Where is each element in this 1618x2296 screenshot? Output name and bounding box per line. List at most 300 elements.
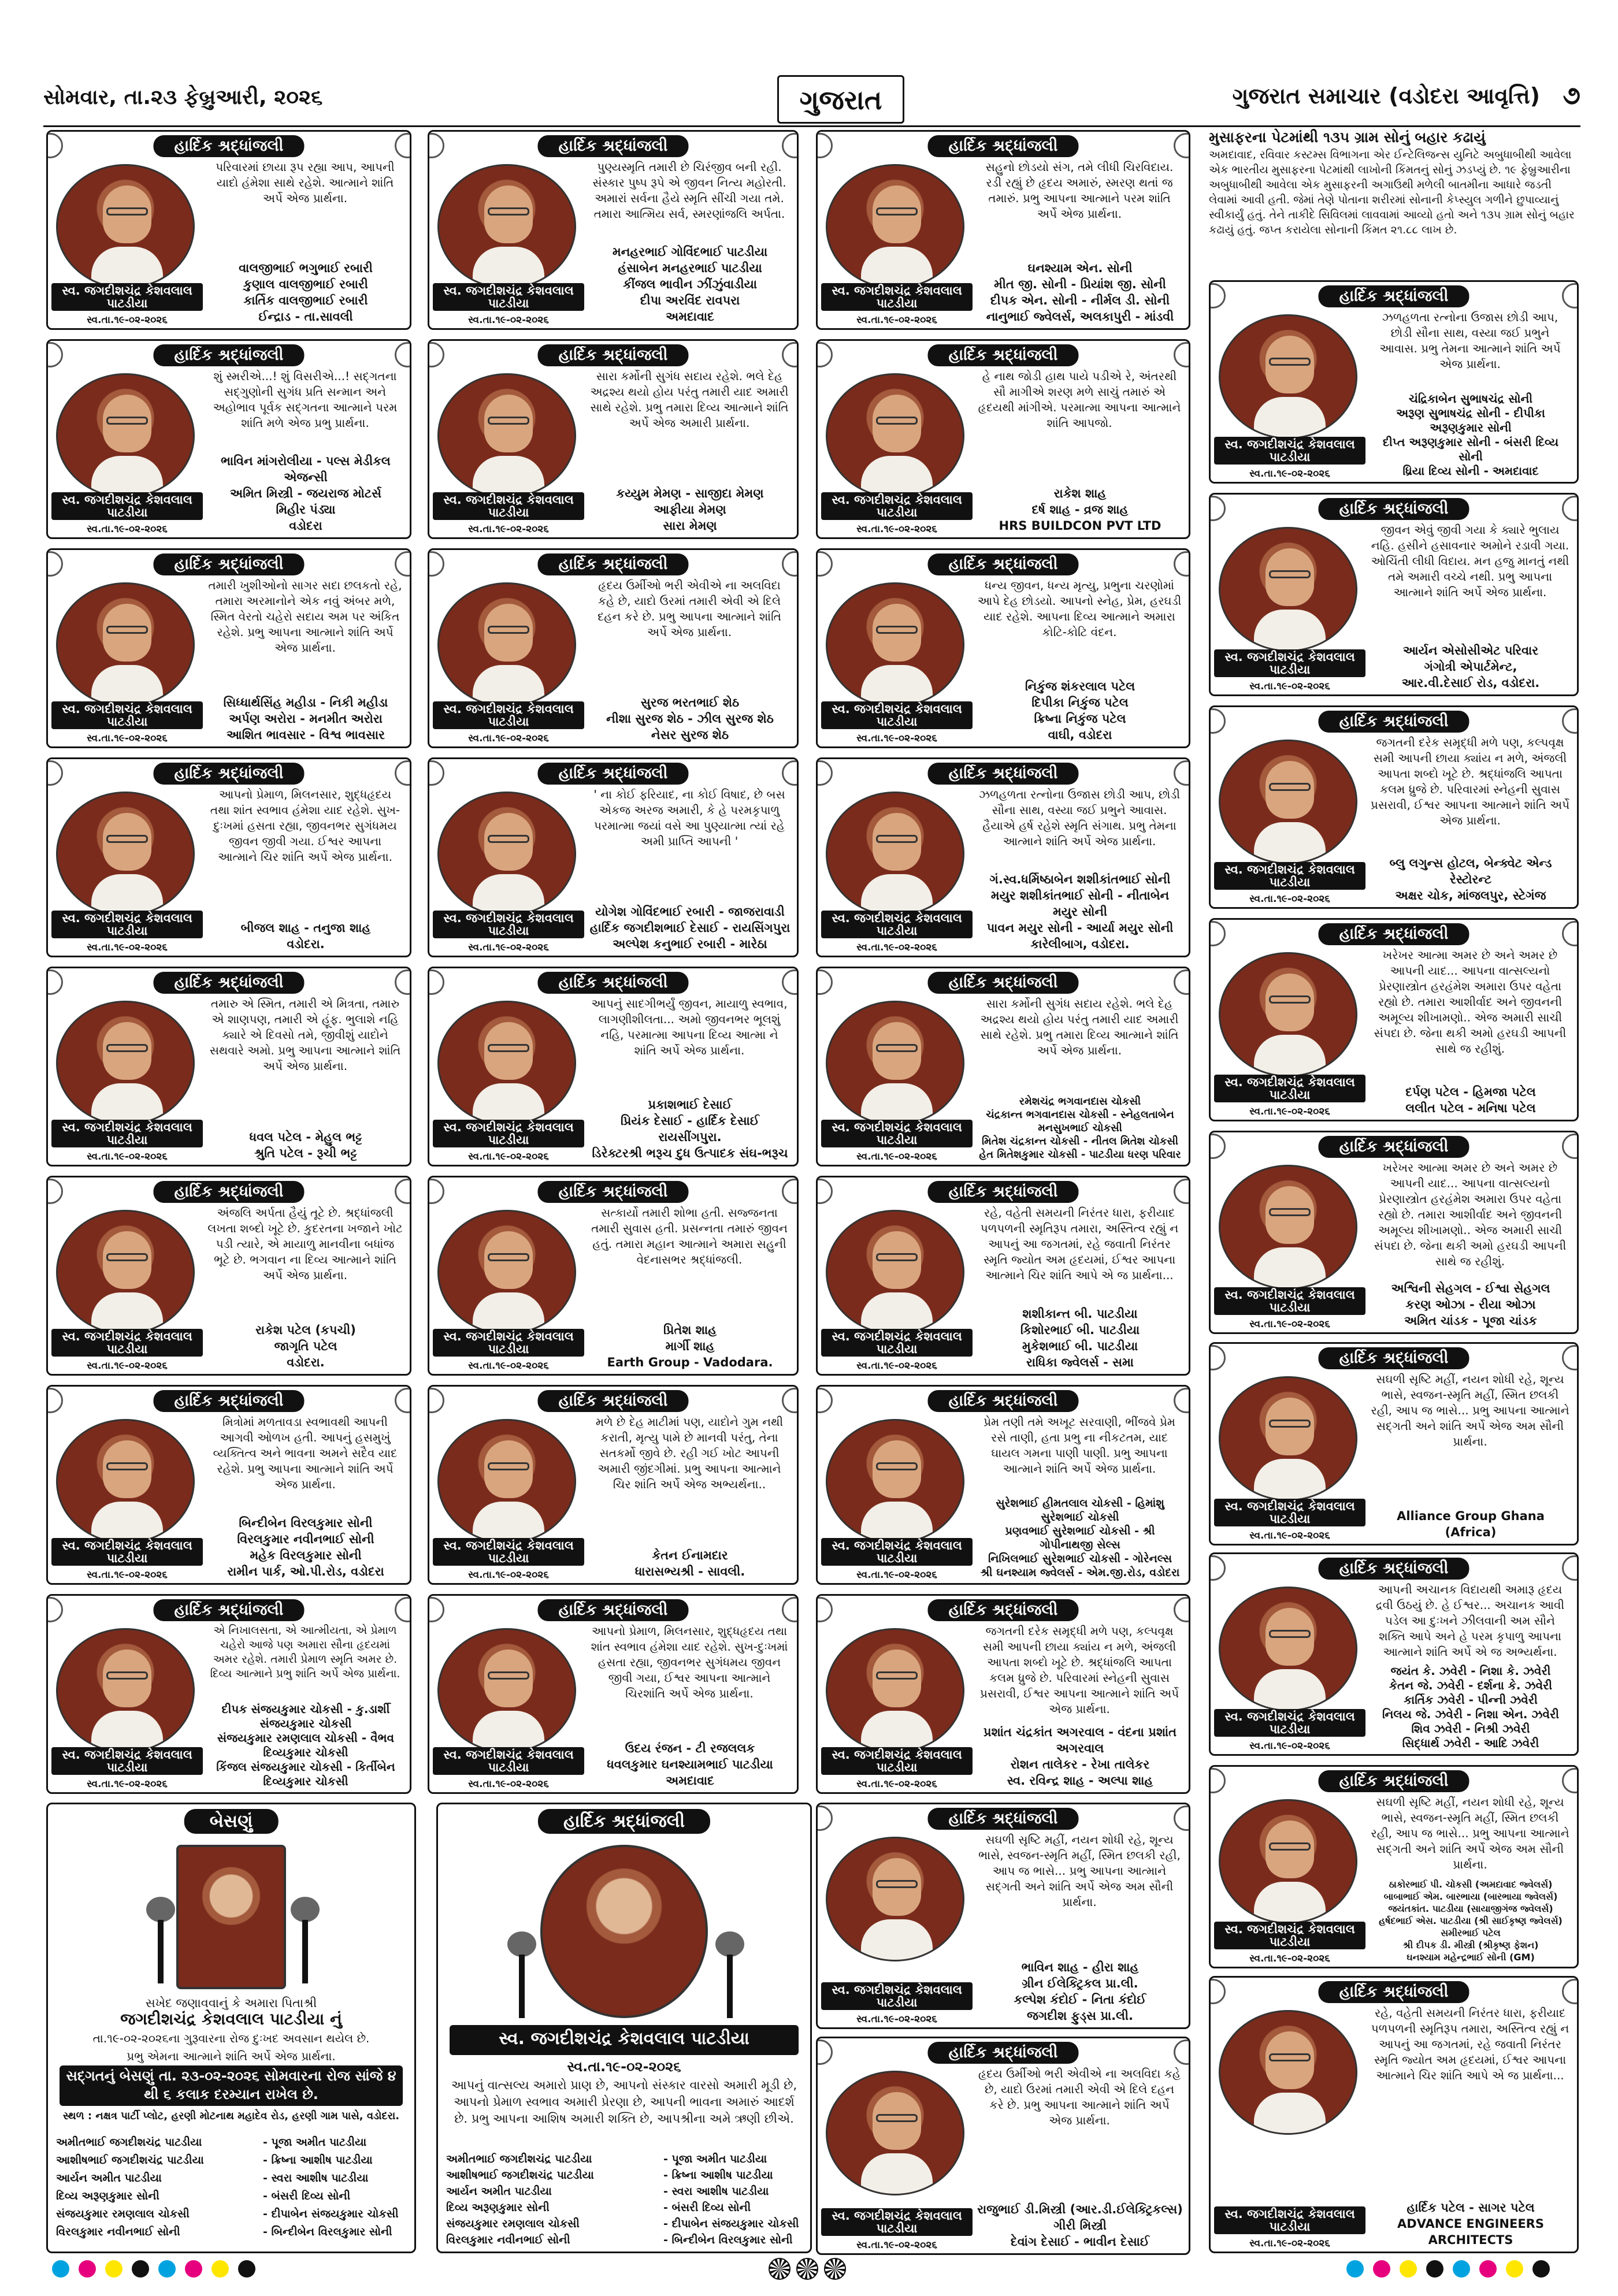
tribute-message: પુણ્યસ્મૃતિ તમારી છે ચિરંજીવ બની રહી. સંસ્કાર પુષ્પ રૂપે એ જીવન નિત્ય મહોરતી. અમારાં સર્વના હૈયે સ્મૃતિ સીંચી ગયા તમે. તમારા આત્મિય સર્વ, સ્મરણાંજલિ અર્પતા.: [592, 160, 786, 221]
tribute-signatories: ઘનશ્યામ એન. સોની મીત જી. સોની - પ્રિયાંશ જી. સોની દીપક એન. સોની - નીર્મલ ડી. સોની નાનુભાઈ જ્વેલર્સ, અલકાપુરી - માંડવી: [986, 261, 1174, 324]
tribute-signatories: મનહરભાઈ ગોવિંદભાઈ પાટડીયા હંસાબેન મનહરભાઈ પાટડીયા કીંજલ ભાવીન ઝીંઝુંવાડીયા દીપા અરવિંદ રાવપરા અમદાવાદ: [612, 245, 768, 324]
tribute-title: હાર્દિક શ્રદ્ધાંજલી: [1318, 1136, 1469, 1158]
color-dot: [1373, 2260, 1390, 2278]
death-date: સ્વ.તા.૧૯-૦૨-૨૦૨૬: [87, 1151, 168, 1162]
tribute-title: હાર્દિક શ્રદ્ધાંજલી: [537, 1390, 688, 1412]
color-dot: [79, 2260, 96, 2278]
corner-ornament-icon: [816, 1388, 833, 1413]
tribute-signatories: વાલજીભાઈ ભગુભાઈ રબારી કુણાલ વાલજીભાઈ રબારી કાર્તિક વાલજીભાઈ રબારી ઈન્દ્રાડ - તા.સાવલી: [239, 261, 373, 324]
tribute-message: સારા કર્મોની સુગંધ સદાય રહેશે. ભલે દેહ અદ્રશ્ય થયો હોય પરંતુ તમારી યાદ અમારી સાથે રહેશે. પ્રભુ તમારા દિવ્ય આત્માને શાંતિ અર્પે એજ પ્રાર્થના.: [980, 997, 1179, 1057]
corner-ornament-icon: [428, 760, 444, 786]
tribute-signatories: શશીકાન્ત બી. પાટડીયા કિશોરભાઈ બી. પાટડીયા મુકેશભાઈ બી. પાટડીયા રાધિકા જ્વેલર્સ - સમા: [1020, 1307, 1140, 1369]
tribute-title: હાર્દિક શ્રદ્ધાંજલી: [1318, 1558, 1469, 1580]
tribute-card: [428, 1176, 799, 1376]
color-dot: [158, 2260, 176, 2278]
tribute-card: [1209, 280, 1579, 484]
main-tribute-title: હાર્દિક શ્રદ્ધાંજલી: [538, 1809, 710, 1834]
tribute-signatories: જયંત કે. ઝવેરી - નિશા કે. ઝવેરી કેતન જે. ઝવેરી - દર્શના કે. ઝવેરી કાર્તિક ઝવેરી - પીન્ની ઝવેરી નિલય જે. ઝવેરી - નિશા એન. ઝવેરી શિવ ઝવેરી - નિશ્રી ઝવેરી સિદ્ધાર્થ ઝવેરી - આદિ ઝવેરી: [1382, 1664, 1560, 1750]
corner-ornament-icon: [1174, 551, 1190, 577]
page-header: [43, 75, 1580, 127]
tribute-signatories: આર્યન એસોસીએટ પરિવાર ગંગોત્રી એપાર્ટમેન્ટ, આર.વી.દેસાઈ રોડ, વડોદરા.: [1401, 644, 1540, 690]
tribute-signatories: રાકેશ પટેલ (કપચી) જાગૃતિ પટેલ વડોદરા.: [255, 1323, 356, 1369]
portrait-photo: [826, 373, 964, 498]
tribute-title: હાર્દિક શ્રદ્ધાંજલી: [1318, 1981, 1469, 2003]
news-headline: મુસાફરના પેટમાંથી ૧૩૫ ગ્રામ સોનું બહાર કઢાયું: [1209, 129, 1486, 146]
page-number: ૭: [1563, 81, 1580, 110]
deceased-name: સ્વ. જગદીશચંદ્ર કેશવલાલ પાટડીયા: [433, 1329, 584, 1357]
tribute-message: સત્કાર્યો તમારી શોભા હતી. સજ્જનતા તમારી સુવાસ હતી. પ્રસન્નતા તમારું જીવન હતું. તમારા મહાન આત્માને અમારા સહુની વેદનાસભર શ્રદ્ધાંજલી.: [591, 1206, 788, 1266]
color-dot: [1346, 2260, 1364, 2278]
portrait-photo: [826, 1001, 964, 1125]
corner-ornament-icon: [1562, 496, 1579, 521]
death-date: સ્વ.તા.૧૯-૦૨-૨૦૨૬: [856, 2239, 937, 2251]
tribute-signatories: સિધ્ધાર્થસિંહ મહીડા - નિકી મહીડા અર્પણ અરોરા - મનમીત અરોરા આશિત ભાવસાર - વિશ્વ ભાવસાર: [223, 696, 388, 742]
lamp-right-icon: [715, 1931, 744, 2018]
tribute-card: [46, 1594, 411, 1794]
tribute-signatories: અશ્વિની સેહગલ - ઈશ્વા સેહગલ કરણ ઓઝા - રીયા ઓઝા અમિત ચાંડક - પૂજા ચાંડક: [1391, 1281, 1550, 1328]
corner-ornament-icon: [428, 969, 444, 995]
deceased-name: સ્વ. જગદીશચંદ્ર કેશવલાલ પાટડીયા: [433, 492, 584, 520]
corner-ornament-icon: [428, 1597, 444, 1622]
tribute-message: સહુનો છોડયો સંગ, તમે લીધી ચિરવિદાય. રડી રહ્યું છે હૃદય અમારું, સ્મરણ થતાં જ તમારું. પ્રભુ આપના આત્માને પરમ શાંતિ અર્પે એજ પ્રાર્થના.: [985, 160, 1174, 221]
news-body: અમદાવાદ, રવિવાર કસ્ટમ્સ વિભાગના એર ઈન્ટેલિજન્સ યુનિટે અબુધાબીથી આવેલા એક ભારતીય મુસાફરના પેટમાંથી લાખોની કિંમતનું સોનું ઝડપ્યું છે. ૧૯ ફેબ્રુઆરીના અબુધાબીથી આવેલા એક મુસાફરની અગાઉથી મળેલી બાતમીના આધારે જડતી લેવામાં આવી હતી. જેમાં તેણે પોતાના શરીરમાં સોનાની કેપ્સ્યુલ ગળીને છુપાવ્યાનું સ્વીકાર્યું હતું. તેને તાકીદે સિવિલમાં લાવવામાં આવ્યો હતો અને ૧૩૫ ગ્રામ સોનું બહાર કઢાયું હતું. જપ્ત કરાયેલા સોનાની કિંમત ૨૧.૮૮ લાખ છે.: [1209, 148, 1575, 236]
portrait-photo: [437, 1419, 576, 1544]
deceased-name: સ્વ. જગદીશચંદ્ર કેશવલાલ પાટડીયા: [821, 1329, 973, 1357]
portrait-photo: [826, 1210, 964, 1335]
section-title: ગુજરાત: [777, 75, 904, 124]
tribute-card: [428, 548, 799, 748]
besnu-title: બેસણું: [184, 1809, 279, 1834]
corner-ornament-icon: [782, 1179, 799, 1204]
main-tribute-date: સ્વ.તા.૧૯-૦૨-૨૦૨૬: [567, 2059, 681, 2075]
tribute-title: હાર્દિક શ્રદ્ધાંજલી: [153, 1390, 304, 1412]
portrait-photo: [176, 1845, 286, 1989]
tribute-signatories: ગં.સ્વ.ધર્મિષ્ઠાબેન શશીકાંતભાઈ સોની મયુર શશીકાંતભાઈ સોની - નીતાબેન મયુર સોની પાવન મયુર સોની - આર્યા મયુર સોની કારેલીબાગ, વડોદરા.: [986, 872, 1174, 951]
death-date: સ્વ.તા.૧૯-૦૨-૨૦૨૬: [87, 314, 168, 326]
tribute-card: [428, 967, 799, 1166]
tribute-title: હાર્દિક શ્રદ્ધાંજલી: [537, 344, 688, 366]
deceased-name: સ્વ. જગદીશચંદ્ર કેશવલાલ પાટડીયા: [1214, 1922, 1365, 1949]
tribute-card: [46, 548, 411, 748]
corner-ornament-icon: [1562, 708, 1579, 734]
tribute-card: [816, 2037, 1190, 2255]
tribute-card: [46, 967, 411, 1166]
tribute-card: [46, 757, 411, 957]
tribute-title: હાર્દિક શ્રદ્ધાંજલી: [1318, 711, 1469, 733]
portrait-photo: [56, 1210, 195, 1335]
tribute-card: [816, 1594, 1190, 1794]
corner-ornament-icon: [1174, 760, 1190, 786]
tribute-card: [816, 1385, 1190, 1585]
corner-ornament-icon: [1209, 1768, 1226, 1793]
corner-ornament-icon: [395, 551, 411, 577]
corner-ornament-icon: [782, 969, 799, 995]
death-date: સ્વ.તા.૧૯-૦૨-૨૦૨૬: [468, 1778, 549, 1790]
portrait-photo: [56, 1628, 195, 1753]
tribute-title: હાર્દિક શ્રદ્ધાંજલી: [927, 972, 1078, 994]
tribute-message: ઝળહળતા રત્નોના ઉજાસ છોડી આપ, છોડી સૌના સાથ, વસ્યા જઈ પ્રભુને આવાસ. પ્રભુ તેમના આત્માને શાંતિ અર્પે એજ પ્રાર્થના.: [1379, 310, 1561, 371]
death-date: સ્વ.તા.૧૯-૦૨-૨૦૨૬: [1249, 681, 1330, 692]
tribute-title: હાર્દિક શ્રદ્ધાંજલી: [927, 344, 1078, 366]
corner-ornament-icon: [428, 551, 444, 577]
tribute-card: [46, 1385, 411, 1585]
corner-ornament-icon: [1174, 133, 1190, 158]
corner-ornament-icon: [428, 1388, 444, 1413]
tribute-signatories: ભાવિન માંગરોલીયા - પલ્સ મેડીકલ એજન્સી અમિત મિસ્ત્રી - જયરાજ મોટર્સ મિહીર પંડ્યા વડોદરા: [221, 454, 391, 533]
tribute-card: [428, 1385, 799, 1585]
tribute-signatories: ઠાકોરભાઈ પી. ચોકસી (અમદાવાદ જ્વેલર્સ) બાબાભાઈ એમ. બારભાયા (બારભાયા જ્વેલર્સ) જયંતકાંત. પાટડીયા (સાયાજીગંજ જ્વેલર્સ) હર્ષદભાઈ એસ. પાટડીયા (શ્રી સાઈકૃષ્ણ જ્વેલર્સ) સમીરભાઈ પટેલ શ્રી દીપક ડી. મીસ્ત્રી (શ્રીકૃષ્ણ ફેશન) ઘનશ્યામ મહેન્દ્રભાઈ સોની (GM): [1379, 1879, 1563, 1963]
tribute-title: હાર્દિક શ્રદ્ધાંજલી: [1318, 1770, 1469, 1792]
death-date: સ્વ.તા.૧૯-૦૨-૨૦૨૬: [856, 523, 937, 535]
deceased-name: સ્વ. જગદીશચંદ્ર કેશવલાલ પાટડીયા: [821, 1120, 973, 1147]
death-date: સ્વ.તા.૧૯-૦૨-૨૦૨૬: [468, 523, 549, 535]
tribute-message: જગતની દરેક સમૃદ્ધી મળે પણ, કલ્પવૃક્ષ સમી આપની છાયા ક્યાંય ન મળે, અંજલી આપતા શબ્દો ખૂટે છે. શ્રદ્ધાંજલિ આપતા કલમ ધ્રુજે છે. પરિવારમાં સ્નેહની સુવાસ પ્રસરાવી, ઈશ્વર આપના આત્માને શાંતિ અર્પે એજ પ્રાર્થના.: [1370, 735, 1570, 827]
corner-ornament-icon: [1174, 342, 1190, 367]
tribute-message: સઘળી સૃષ્ટિ મહીં, નયન શોધી રહે, શૂન્ય ભાસે, સ્વજન-સ્મૃતિ મહીં, સ્મિત છલકી રહી, આપ જ ભાસે... પ્રભુ આપના આત્માને સદ્‌ગતી અને શાંતિ અર્પે એજ અમ સૌની પ્રાર્થના.: [1371, 1795, 1569, 1871]
corner-ornament-icon: [46, 1388, 63, 1413]
tribute-message: ' ના કોઈ ફરિયાદ, ના કોઈ વિષાદ, છે બસ એકજ અરજ અમારી, કે હે પરમકૃપાળુ પરમાત્મા જયાં વસે આ પુણ્યાત્મા ત્યાં રહે અમી પ્રાપ્તિ આપની ': [593, 787, 785, 848]
corner-ornament-icon: [1562, 283, 1579, 309]
main-tribute-name: સ્વ. જગદીશચંદ્ર કેશવલાલ પાટડીયા: [450, 2025, 799, 2055]
besnu-line1: તા.૧૯-૦૨-૨૦૨૬ના ગુરૂવારના રોજ દુઃખદ અવસાન થયેલ છે.: [92, 2031, 370, 2045]
color-dot: [185, 2260, 202, 2278]
corner-ornament-icon: [816, 1597, 833, 1622]
tribute-signatories: રાજુભાઈ ડી.મિસ્ત્રી (આર.ડી.ઈલેક્ટ્રિકલ્સ) ગીરી મિસ્ત્રી દેવાંગ દેસાઈ - ભાવીન દેસાઈ: [977, 2202, 1183, 2249]
color-dot: [211, 2260, 229, 2278]
tribute-card: [816, 1803, 1190, 2029]
tribute-signatories: બીજલ શાહ - તનુજા શાહ વડોદરા.: [240, 921, 371, 951]
tribute-message: આપનું સાદગીભર્યું જીવન, માયાળુ સ્વભાવ, લાગણીશીલતા... અમો જીવનભર ભૂલશું નહિ, પરમાત્મા આપના દિવ્ય આત્મા ને શાંતિ અર્પે એજ પ્રાર્થના.: [591, 997, 788, 1057]
corner-ornament-icon: [1209, 708, 1226, 734]
death-date: સ્વ.તા.૧૯-૦૨-૨૦૨૬: [468, 1360, 549, 1372]
portrait-photo: [437, 1210, 576, 1335]
corner-ornament-icon: [1174, 1805, 1190, 1831]
tribute-message: તમારુ એ સ્મિત, તમારી એ મિત્રતા, તમારુ એ શાણપણ, તમારી એ હૂંફ. ભુલાશે નહિ ક્યારે એ દિવસો તમે, જીવીશું યાદોને સથવારે અમો. પ્રભુ આપના આત્માને શાંતિ અર્પે એજ પ્રાર્થના.: [209, 997, 401, 1073]
corner-ornament-icon: [395, 342, 411, 367]
tribute-title: હાર્દિક શ્રદ્ધાંજલી: [153, 763, 304, 785]
tribute-message: પ્રેમ તણી તમે અખૂટ સરવાણી, ભીંજવે પ્રેમ રસે તાણી, હતા પ્રભુ ના નીકટતમ, યાદ ઘાયલ ગમના પાણી પાણી. પ્રભુ આપના આત્માને શાંતિ અર્પે એજ પ્રાર્થના.: [984, 1415, 1175, 1476]
deceased-name: સ્વ. જગદીશચંદ્ર કેશવલાલ પાટડીયા: [1214, 1287, 1365, 1315]
main-family-right: - પૂજા અમીત પાટડીયા - ક્રિષ્ના આશીષ પાટડીયા - સ્વરા આશીષ પાટડીયા - બંસરી દિવ્ય સોની - દીપાબેન સંજયકુમાર ચોકસી - બિન્દીબેન વિરલકુમાર સોની: [663, 2153, 799, 2246]
main-tribute-text: આપનું વાત્સલ્ય અમારો પ્રાણ છે, આપનો સંસ્કાર વારસો અમારી મૂડી છે, આપનો પ્રેમાળ સ્વભાવ અમારી પ્રેરણા છે, આપની ભાવના અમારું આદર્શ છે. પ્રભુ આપના આશિષ અમારી શક્તિ છે, આપશ્રીના અમે ઋણી છીએ.: [451, 2078, 797, 2126]
death-date: સ્વ.તા.૧૯-૦૨-૨૦૨૬: [468, 942, 549, 953]
corner-ornament-icon: [816, 133, 833, 158]
portrait-photo: [1219, 2010, 1357, 2135]
deceased-name: સ્વ. જગદીશચંદ્ર કેશવલાલ પાટડીયા: [51, 911, 203, 938]
corner-ornament-icon: [816, 2039, 833, 2065]
corner-ornament-icon: [782, 1388, 799, 1413]
corner-ornament-icon: [1562, 1768, 1579, 1793]
tribute-message: રહે, વહેતી સમયની નિરંતર ધારા, ફરીયાદ પળપળની સ્મૃતિરૂપ તમારા, અસ્તિત્વ રહ્યું ન આપનું આ જગતમાં, રહે જવાતી નિરંતર સ્મૃતિ જ્યોત અમ હૃદયમાં, ઈશ્વર આપના આત્માને ચિર શાંતિ આપે એ જ પ્રાર્થના...: [1371, 2006, 1569, 2082]
corner-ornament-icon: [395, 969, 411, 995]
corner-ornament-icon: [816, 760, 833, 786]
besnu-family-right: - પૂજા અમીત પાટડીયા - ક્રિષ્ના આશીષ પાટડીયા - સ્વરા આશીષ પાટડીયા - બંસરી દિવ્ય સોની - દીપાબેન સંજયકુમાર ચોકસી - બિન્દીબેન વિરલકુમાર સોની: [263, 2136, 399, 2238]
tribute-message: જગતની દરેક સમૃદ્ધી મળે પણ, કલ્પવૃક્ષ સમી આપની છાયા ક્યાંય ન મળે, અંજલી આપતા શબ્દો ખૂટે છે. શ્રદ્ધાંજલિ આપતા કલમ ધ્રુજે છે. પરિવારમાં સ્નેહની સુવાસ પ્રસરાવી, ઈશ્વર આપના આત્માને શાંતિ અર્પે એજ પ્રાર્થના.: [979, 1624, 1179, 1716]
deceased-name: સ્વ. જગદીશચંદ્ર કેશવલાલ પાટડીયા: [51, 1538, 203, 1566]
tribute-card: [816, 130, 1190, 330]
corner-ornament-icon: [46, 551, 63, 577]
tribute-title: હાર્દિક શ્રદ્ધાંજલી: [153, 344, 304, 366]
death-date: સ્વ.તા.૧૯-૦૨-૨૦૨૬: [87, 733, 168, 744]
tribute-card: [1209, 918, 1579, 1121]
corner-ornament-icon: [1562, 1134, 1579, 1159]
corner-ornament-icon: [1562, 1345, 1579, 1370]
tribute-title: હાર્દિક શ્રદ્ધાંજલી: [1318, 923, 1469, 945]
tribute-card: [816, 757, 1190, 957]
color-bar-right: [1346, 2260, 1550, 2280]
deceased-name: સ્વ. જગદીશચંદ્ર કેશવલાલ પાટડીયા: [51, 1329, 203, 1357]
corner-ornament-icon: [816, 551, 833, 577]
corner-ornament-icon: [395, 1597, 411, 1622]
corner-ornament-icon: [1174, 2039, 1190, 2065]
tribute-card: [816, 339, 1190, 539]
corner-ornament-icon: [46, 342, 63, 367]
tribute-card: [1209, 1976, 1579, 2253]
tribute-signatories: બ્લુ લગુન્સ હોટલ, બેન્ક્વેટ એન્ડ રેસ્ટોરન્ટ અક્ષર ચોક, માંજલપુર, સ્ટેગંજ: [1389, 856, 1552, 902]
portrait-photo: [56, 373, 195, 498]
issue-date: સોમવાર, તા.૨૩ ફેબ્રુઆરી, ૨૦૨૬: [43, 86, 323, 109]
death-date: સ્વ.તા.૧૯-૦૨-૨૦૨૬: [87, 942, 168, 953]
corner-ornament-icon: [1562, 1555, 1579, 1581]
lamp-right-icon: [291, 1897, 320, 1983]
besnu-event: સદ્‌ગતનું બેસણું તા. ૨૩-૦૨-૨૦૨૬ સોમવારના રોજ સાંજે ૪ થી ૬ કલાક દરમ્યાન રાખેલ છે.: [60, 2065, 403, 2106]
lamp-left-icon: [507, 1931, 536, 2018]
tribute-message: એ નિખાલસતા, એ આત્મીયતા, એ પ્રેમાળ ચહેરો આજે પણ અમારા સૌના હૃદયમાં અમર રહેશે. તમારી પ્રેમાળ સ્મૃતિ અમર છે. દિવ્ય આત્માને પ્રભુ શાંતિ અર્પે એજ પ્રાર્થના.: [210, 1624, 400, 1680]
portrait-photo: [56, 1001, 195, 1125]
color-dot: [1400, 2260, 1417, 2278]
tribute-card: [1209, 493, 1579, 696]
registration-marks: [769, 2258, 849, 2281]
deceased-name: સ્વ. જગદીશચંદ્ર કેશવલાલ પાટડીયા: [433, 911, 584, 938]
lamp-left-icon: [146, 1897, 175, 1983]
deceased-name: સ્વ. જગદીશચંદ્ર કેશવલાલ પાટડીયા: [433, 1538, 584, 1566]
color-bar-left: [52, 2260, 255, 2280]
death-date: સ્વ.તા.૧૯-૦૨-૨૦૨૬: [1249, 893, 1330, 905]
portrait-photo: [1219, 1587, 1357, 1711]
portrait-photo: [437, 373, 576, 498]
tribute-message: પરિવારમાં છાયા રૂપ રહ્યા આપ, આપની યાદો હંમેશા સાથે રહેશે. આત્માને શાંતિ અર્પે એજ પ્રાર્થના.: [216, 160, 395, 205]
portrait-photo: [1219, 1165, 1357, 1290]
tribute-message: જીવન એવું જીવી ગયા કે ક્યારે ભુલાય નહિ. હસીને હસાવનાર અમોને રડાવી ગયા. ઓચિંતી લીધી વિદાય. મન હજુ માનતું નથી તમે અમારી વચ્ચે નથી. પ્રભુ આપના આત્માને શાંતિ અર્પે એજ પ્રાર્થના.: [1371, 523, 1569, 599]
tribute-message: ધન્ય જીવન, ધન્ય મૃત્યુ, પ્રભુના ચરણોમાં આપે દેહ છોડયો. આપનો સ્નેહ, પ્રેમ, હરઘડી યાદ રહેશે. આપના દિવ્ય આત્માને અમારા કોટિ-કોટિ વંદન.: [977, 578, 1182, 639]
corner-ornament-icon: [1209, 1979, 1226, 2004]
masthead-edition: ગુજરાત સમાચાર (વડોદરા આવૃત્તિ): [1232, 83, 1540, 109]
portrait-photo: [826, 2071, 964, 2195]
corner-ornament-icon: [1209, 1555, 1226, 1581]
corner-ornament-icon: [395, 133, 411, 158]
tribute-message: આપનો પ્રેમાળ, મિલનસાર, શુદ્ધહૃદય તથા શાંત સ્વભાવ હંમેશા યાદ રહેશે. સુખ-દુઃખમાં હસતા રહ્યા, જીવનભર સુગંધમય જીવન જીવી ગયા, ઈશ્વર આપના આત્માને ચિરશાંતિ અર્પે એજ પ્રાર્થના.: [591, 1624, 788, 1700]
tribute-title: હાર્દિક શ્રદ્ધાંજલી: [153, 135, 304, 157]
death-date: સ્વ.તા.૧૯-૦૨-૨૦૨૬: [1249, 1530, 1330, 1541]
tribute-message: હે નાથ જોડી હાથ પાયે પડીએ રે, અંતરથી સૌ માગીએ શરણ મળે સાચું તમારું એ હૃદયથી માંગીએ. પરમાત્મા આપના આત્માને શાંતિ આપજો.: [978, 369, 1181, 430]
portrait-photo: [826, 792, 964, 916]
tribute-title: હાર્દિક શ્રદ્ધાંજલી: [153, 1599, 304, 1621]
tribute-card: [1209, 1131, 1579, 1334]
tribute-signatories: પ્રશાંત ચંદ્રકાંત અગરવાલ - વંદના પ્રશાંત અગરવાલ રોશન તાલેકર - રેખા તાલેકર સ્વ. રવિન્દ્ર શાહ - અલ્પા શાહ: [983, 1725, 1177, 1788]
besnu-intro: સખેદ જણાવવાનું કે અમારા પિતાશ્રી: [145, 1996, 317, 2010]
tribute-signatories: હાર્દિક પટેલ - સાગર પટેલ ADVANCE ENGINEERS ARCHITECTS: [1397, 2201, 1544, 2247]
portrait-photo: [56, 792, 195, 916]
corner-ornament-icon: [1174, 1597, 1190, 1622]
deceased-name: સ્વ. જગદીશચંદ્ર કેશવલાલ પાટડીયા: [821, 1538, 973, 1566]
tribute-card: [816, 967, 1190, 1166]
news-item: [1209, 130, 1579, 269]
death-date: સ્વ.તા.૧૯-૦૨-૨૦૨૬: [1249, 468, 1330, 480]
tribute-title: હાર્દિક શ્રદ્ધાંજલી: [927, 1181, 1078, 1203]
tribute-card: [428, 339, 799, 539]
tribute-title: હાર્દિક શ્રદ્ધાંજલી: [537, 763, 688, 785]
deceased-name: સ્વ. જગદીશચંદ્ર કેશવલાલ પાટડીયા: [433, 701, 584, 729]
corner-ornament-icon: [816, 342, 833, 367]
tribute-message: હૃદય ઉર્મીઓ ભરી એવીએ ના અલવિદા કહે છે, યાદો ઉરમાં તમારી એવી એ દિલે દહન કરે છે. પ્રભુ આપના આત્માને શાંતિ અર્પે એજ પ્રાર્થના.: [978, 2067, 1181, 2127]
death-date: સ્વ.તા.૧૯-૦૨-૨૦૨૬: [856, 2013, 937, 2025]
deceased-name: સ્વ. જગદીશચંદ્ર કેશવલાલ પાટડીયા: [1214, 437, 1365, 465]
tribute-message: આપનો પ્રેમાળ, મિલનસાર, શુદ્ધહૃદય તથા શાંત સ્વભાવ હંમેશા યાદ રહેશે. સુખ-દુઃખમાં હસતા રહ્યા, જીવનભર સુગંધમય જીવન જીવી ગયા. ઈશ્વર આપના આત્માને ચિર શાંતિ અર્પે એજ પ્રાર્થના.: [210, 787, 400, 864]
tribute-card: [816, 548, 1190, 748]
besnu-name: જગદીશચંદ્ર કેશવલાલ પાટડીયા નું: [120, 2009, 342, 2028]
tribute-card: [1209, 1342, 1579, 1545]
tribute-signatories: ઉદય રંજન - ટી રજલલક ધવલકુમાર ઘનશ્યામભાઈ પાટડીયા અમદાવાદ: [607, 1741, 773, 1788]
color-dot: [1506, 2260, 1523, 2278]
tribute-signatories: પ્રિતેશ શાહ માર્ગી શાહ Earth Group - Vadodara.: [607, 1323, 773, 1369]
portrait-photo: [437, 792, 576, 916]
portrait-photo: [1219, 740, 1357, 864]
deceased-name: સ્વ. જગદીશચંદ્ર કેશવલાલ પાટડીયા: [821, 701, 973, 729]
tribute-signatories: કેતન ઈનામદાર ધારાસભ્યશ્રી - સાવલી.: [634, 1548, 745, 1578]
deceased-name: સ્વ. જગદીશચંદ્ર કેશવલાલ પાટડીયા: [821, 2208, 973, 2236]
tribute-signatories: સુરજ ભરતભાઈ શેઠ નીશા સુરજ શેઠ - ઝીલ સુરજ શેઠ નેસર સુરજ શેઠ: [606, 696, 774, 742]
portrait-photo: [1219, 952, 1357, 1077]
besnu-line2: પ્રભુ એમના આત્માને શાંતિ અર્પે એજ પ્રાર્થના.: [127, 2049, 336, 2063]
tribute-message: સઘળી સૃષ્ટિ મહીં, નયન શોધી રહે, શૂન્ય ભાસે, સ્વજન-સ્મૃતિ મહીં, સ્મિત છલકી રહી, આપ જ ભાસે... પ્રભુ આપના આત્માને સદ્‌ગતી અને શાંતિ અર્પે એજ અમ સૌની પ્રાર્થના.: [1371, 1372, 1569, 1448]
tribute-card: [428, 757, 799, 957]
corner-ornament-icon: [816, 1179, 833, 1204]
color-dot: [1479, 2260, 1497, 2278]
deceased-name: સ્વ. જગદીશચંદ્ર કેશવલાલ પાટડીયા: [433, 1747, 584, 1775]
death-date: સ્વ.તા.૧૯-૦૨-૨૦૨૬: [468, 1151, 549, 1162]
portrait-photo: [1219, 314, 1357, 439]
corner-ornament-icon: [1209, 283, 1226, 309]
portrait-photo: [437, 1001, 576, 1125]
corner-ornament-icon: [782, 342, 799, 367]
death-date: સ્વ.તા.૧૯-૦૨-૨૦૨૬: [87, 1778, 168, 1790]
tribute-card: [46, 130, 411, 330]
tribute-message: આપની અચાનક વિદાયથી અમારૂ હૃદય દ્રવી ઉઠયું છે. હે ઈશ્વર... અચાનક આવી પડેલ આ દુઃખને ઝીલવાની અમ સૌને શક્તિ આપે અને હે પરમ કૃપાળુ આપના આત્માને શાંતિ અર્પે એ જ અભ્યર્થના.: [1375, 1582, 1565, 1659]
tribute-signatories: કય્યુમ મેમણ - સાજીદા મેમણ આફીયા મેમણ સારા મેમણ: [616, 486, 764, 533]
tribute-title: હાર્દિક શ્રદ્ધાંજલી: [153, 553, 304, 575]
tribute-signatories: ચંદ્રિકાબેન સુભાષચંદ્ર સોની અરૂણ સુભાષચંદ્ર સોની - દીપીકા અરૂણકુમાર સોની દીપ્ત અરૂણકુમાર સોની - બંસરી દિવ્ય સોની ધ્રિયા દિવ્ય સોની - અમદાવાદ: [1382, 392, 1559, 478]
color-dot: [52, 2260, 69, 2278]
tribute-card: [1209, 1765, 1579, 1968]
death-date: સ્વ.તા.૧૯-૦૨-૨૦૨૬: [856, 1569, 937, 1581]
corner-ornament-icon: [1562, 921, 1579, 946]
tribute-title: હાર્દિક શ્રદ્ધાંજલી: [927, 553, 1078, 575]
deceased-name: સ્વ. જગદીશચંદ્ર કેશવલાલ પાટડીયા: [1214, 1499, 1365, 1526]
besnu-place: સ્થળ : નક્ષત્ર પાર્ટી પ્લોટ, હરણી મોટનાથ મહાદેવ રોડ, હરણી ગામ પાસે, વડોદરા.: [62, 2110, 400, 2122]
besnu-family-left: અમીતભાઈ જગદીશચંદ્ર પાટડીયા આશીષભાઈ જગદીશચંદ્ર પાટડીયા આર્યન અમીત પાટડીયા દિવ્ય અરૂણકુમાર સોની સંજયકુમાર રમણલાલ ચોકસી વિરલકુમાર નવીનભાઈ સોની: [56, 2136, 204, 2238]
corner-ornament-icon: [1209, 1345, 1226, 1370]
color-dot: [132, 2260, 149, 2278]
tribute-card: [46, 1176, 411, 1376]
corner-ornament-icon: [1209, 496, 1226, 521]
color-dot: [1426, 2260, 1443, 2278]
tribute-title: હાર્દિક શ્રદ્ધાંજલી: [153, 1181, 304, 1203]
tribute-title: હાર્દિક શ્રદ્ધાંજલી: [1318, 498, 1469, 520]
tribute-card: [428, 130, 799, 330]
portrait-photo: [1219, 1376, 1357, 1501]
corner-ornament-icon: [395, 1179, 411, 1204]
portrait-photo: [826, 1628, 964, 1753]
portrait-photo: [826, 1837, 964, 1961]
tribute-signatories: ભાવિન શાહ - હીરા શાહ ગ્રીન ઈલેક્ટ્રિકલ પ્રા.લી. કલ્પેશ કંદોઈ - નિતા કંદોઈ જગદીશ ફુડ્સ પ્રા.લી.: [1014, 1960, 1146, 2023]
corner-ornament-icon: [46, 1179, 63, 1204]
death-date: સ્વ.તા.૧૯-૦૨-૨૦૨૬: [87, 1569, 168, 1581]
tribute-title: હાર્દિક શ્રદ્ધાંજલી: [537, 1599, 688, 1621]
main-tribute: [436, 1803, 812, 2253]
tribute-message: મિત્રોમાં મળતાવડા સ્વભાવથી આપની આગવી ઓળખ હતી. આપનું હસમુખું વ્યક્તિત્વ અને ભાવના અમને સદૈવ યાદ રહેશે. પ્રભુ આપના આત્માને શાંતિ અર્પે એજ પ્રાર્થના.: [213, 1415, 398, 1491]
deceased-name: સ્વ. જગદીશચંદ્ર કેશવલાલ પાટડીયા: [51, 701, 203, 729]
tribute-message: સઘળી સૃષ્ટિ મહીં, નયન શોધી રહે, શૂન્ય ભાસે, સ્વજન-સ્મૃતિ મહીં, સ્મિત છલકી રહી, આપ જ ભાસે... પ્રભુ આપના આત્માને સદ્‌ગતી અને શાંતિ અર્પે એજ અમ સૌની પ્રાર્થના.: [978, 1833, 1181, 1909]
deceased-name: સ્વ. જગદીશચંદ્ર કેશવલાલ પાટડીયા: [51, 492, 203, 520]
tribute-signatories: દર્પણ પટેલ - હિમજા પટેલ લલીત પટેલ - મનિષા પટેલ: [1405, 1085, 1536, 1115]
tribute-title: હાર્દિક શ્રદ્ધાંજલી: [153, 972, 304, 994]
corner-ornament-icon: [782, 551, 799, 577]
death-date: સ્વ.તા.૧૯-૦૨-૨૦૨૬: [468, 733, 549, 744]
tribute-signatories: દીપક સંજયકુમાર ચોકસી - કુ.ડાર્શી સંજયકુમાર ચોકસી સંજયકુમાર રમણલાલ ચોકસી - વૈભવ દિવ્યકુમાર ચોકસી કિંજલ સંજયકુમાર ચોકસી - કિર્તીબેન દિવ્યકુમાર ચોકસી: [216, 1702, 395, 1788]
death-date: સ્વ.તા.૧૯-૦૨-૨૦૨૬: [856, 1360, 937, 1372]
deceased-name: સ્વ. જગદીશચંદ્ર કેશવલાલ પાટડીયા: [1214, 2206, 1365, 2234]
tribute-signatories: યોગેશ ગોવિંદભાઈ રબારી - જાજરાવાડી હાર્દિક જગદીશભાઈ દેસાઈ - રાયસિંગપુરા અલ્પેશ કનુભાઈ રબારી - મારેઠા: [589, 905, 791, 951]
tribute-title: હાર્દિક શ્રદ્ધાંજલી: [537, 972, 688, 994]
death-date: સ્વ.તા.૧૯-૦૨-૨૦૨૬: [856, 1778, 937, 1790]
tribute-title: હાર્દિક શ્રદ્ધાંજલી: [927, 1599, 1078, 1621]
tribute-signatories: ધવલ પટેલ - મેહુલ ભટ્ટ શ્રુતિ પટેલ - રૂચી ભટ્ટ: [249, 1130, 362, 1160]
portrait-photo: [540, 1845, 708, 2018]
tribute-title: હાર્દિક શ્રદ્ધાંજલી: [1318, 1347, 1469, 1369]
deceased-name: સ્વ. જગદીશચંદ્ર કેશવલાલ પાટડીયા: [821, 911, 973, 938]
corner-ornament-icon: [428, 1179, 444, 1204]
deceased-name: સ્વ. જગદીશચંદ્ર કેશવલાલ પાટડીયા: [821, 1982, 973, 2010]
corner-ornament-icon: [46, 760, 63, 786]
portrait-photo: [826, 582, 964, 707]
death-date: સ્વ.તા.૧૯-૦૨-૨૦૨૬: [1249, 1106, 1330, 1117]
tribute-card: [1209, 705, 1579, 909]
corner-ornament-icon: [428, 133, 444, 158]
deceased-name: સ્વ. જગદીશચંદ્ર કેશવલાલ પાટડીયા: [821, 492, 973, 520]
tribute-message: હૃદય ઉર્મીઓ ભરી એવીએ ના અલવિદા કહે છે, યાદો ઉરમાં તમારી એવી એ દિલે દહન કરે છે. પ્રભુ આપના આત્માને શાંતિ અર્પે એજ પ્રાર્થના.: [598, 578, 781, 639]
death-date: સ્વ.તા.૧૯-૦૨-૨૦૨૬: [468, 1569, 549, 1581]
tribute-title: હાર્દિક શ્રદ્ધાંજલી: [537, 135, 688, 157]
tribute-signatories: પ્રકાશભાઈ દેસાઈ પ્રિયંક દેસાઈ - હાર્દિક દેસાઈ રાયસીંગપુરા. ડિરેક્ટરશ્રી ભરૂચ દુધ ઉત્પાદક સંઘ-ભરૂચ: [592, 1098, 788, 1160]
tribute-message: ખરેખર આત્મા અમર છે અને અમર છે આપની યાદ... આપના વાત્સલ્યનો પ્રેરણાસ્ત્રોત હરહંમેશ અમારા ઉપર વહેતા રહ્યો છે. તમારા આશીર્વાદ અને જીવનની અમૂલ્ય શીખામણો.. એજ અમારી સાચી સંપદા છે. જેના થકી અમો હરઘડી આપની સાથે જ રહીશું.: [1374, 948, 1567, 1056]
death-date: સ્વ.તા.૧૯-૦૨-૨૦૨૬: [856, 942, 937, 953]
corner-ornament-icon: [782, 760, 799, 786]
portrait-photo: [56, 582, 195, 707]
corner-ornament-icon: [1174, 1179, 1190, 1204]
death-date: સ્વ.તા.૧૯-૦૨-૨૦૨૬: [856, 314, 937, 326]
death-date: સ્વ.તા.૧૯-૦૨-૨૦૨૬: [87, 523, 168, 535]
portrait-photo: [1219, 1799, 1357, 1924]
tribute-signatories: રમેશચંદ્ર ભગવાનદાસ ચોકસી ચંદ્રકાન્ત ભગવાનદાસ ચોકસી - સ્નેહલતાબેન મનસુખભાઈ ચોકસી મિતેશ ચંદ્રકાન્ત ચોકસી - નીતલ મિતેશ ચોકસી હેત મિતેશકુમાર ચોકસી - પાટડીયા ધરણ પરિવાર: [979, 1095, 1181, 1161]
tribute-card: [816, 1176, 1190, 1376]
tribute-message: ઝળહળતા રત્નોના ઉજાસ છોડી આપ, છોડી સૌના સાથ, વસ્યા જઈ પ્રભુને આવાસ. હૈયાએ હર્ષ રહેશે સ્મૃતિ સંગાથ. પ્રભુ તેમના આત્માને શાંતિ અર્પે એજ પ્રાર્થના.: [979, 787, 1180, 848]
deceased-name: સ્વ. જગદીશચંદ્ર કેશવલાલ પાટડીયા: [433, 283, 584, 311]
deceased-name: સ્વ. જગદીશચંદ્ર કેશવલાલ પાટડીયા: [1214, 1075, 1365, 1102]
tribute-card: [1209, 1552, 1579, 1756]
tribute-message: ખરેખર આત્મા અમર છે અને અમર છે આપની યાદ... આપના વાત્સલ્યનો પ્રેરણાસ્ત્રોત હરહંમેશ અમારા ઉપર વહેતા રહ્યો છે. તમારા આશીર્વાદ અને જીવનની અમૂલ્ય શીખામણો.. એજ અમારી સાચી સંપદા છે. જેના થકી અમો હરઘડી આપની સાથે જ રહીશું.: [1374, 1161, 1567, 1268]
corner-ornament-icon: [1562, 1979, 1579, 2004]
corner-ornament-icon: [816, 1805, 833, 1831]
